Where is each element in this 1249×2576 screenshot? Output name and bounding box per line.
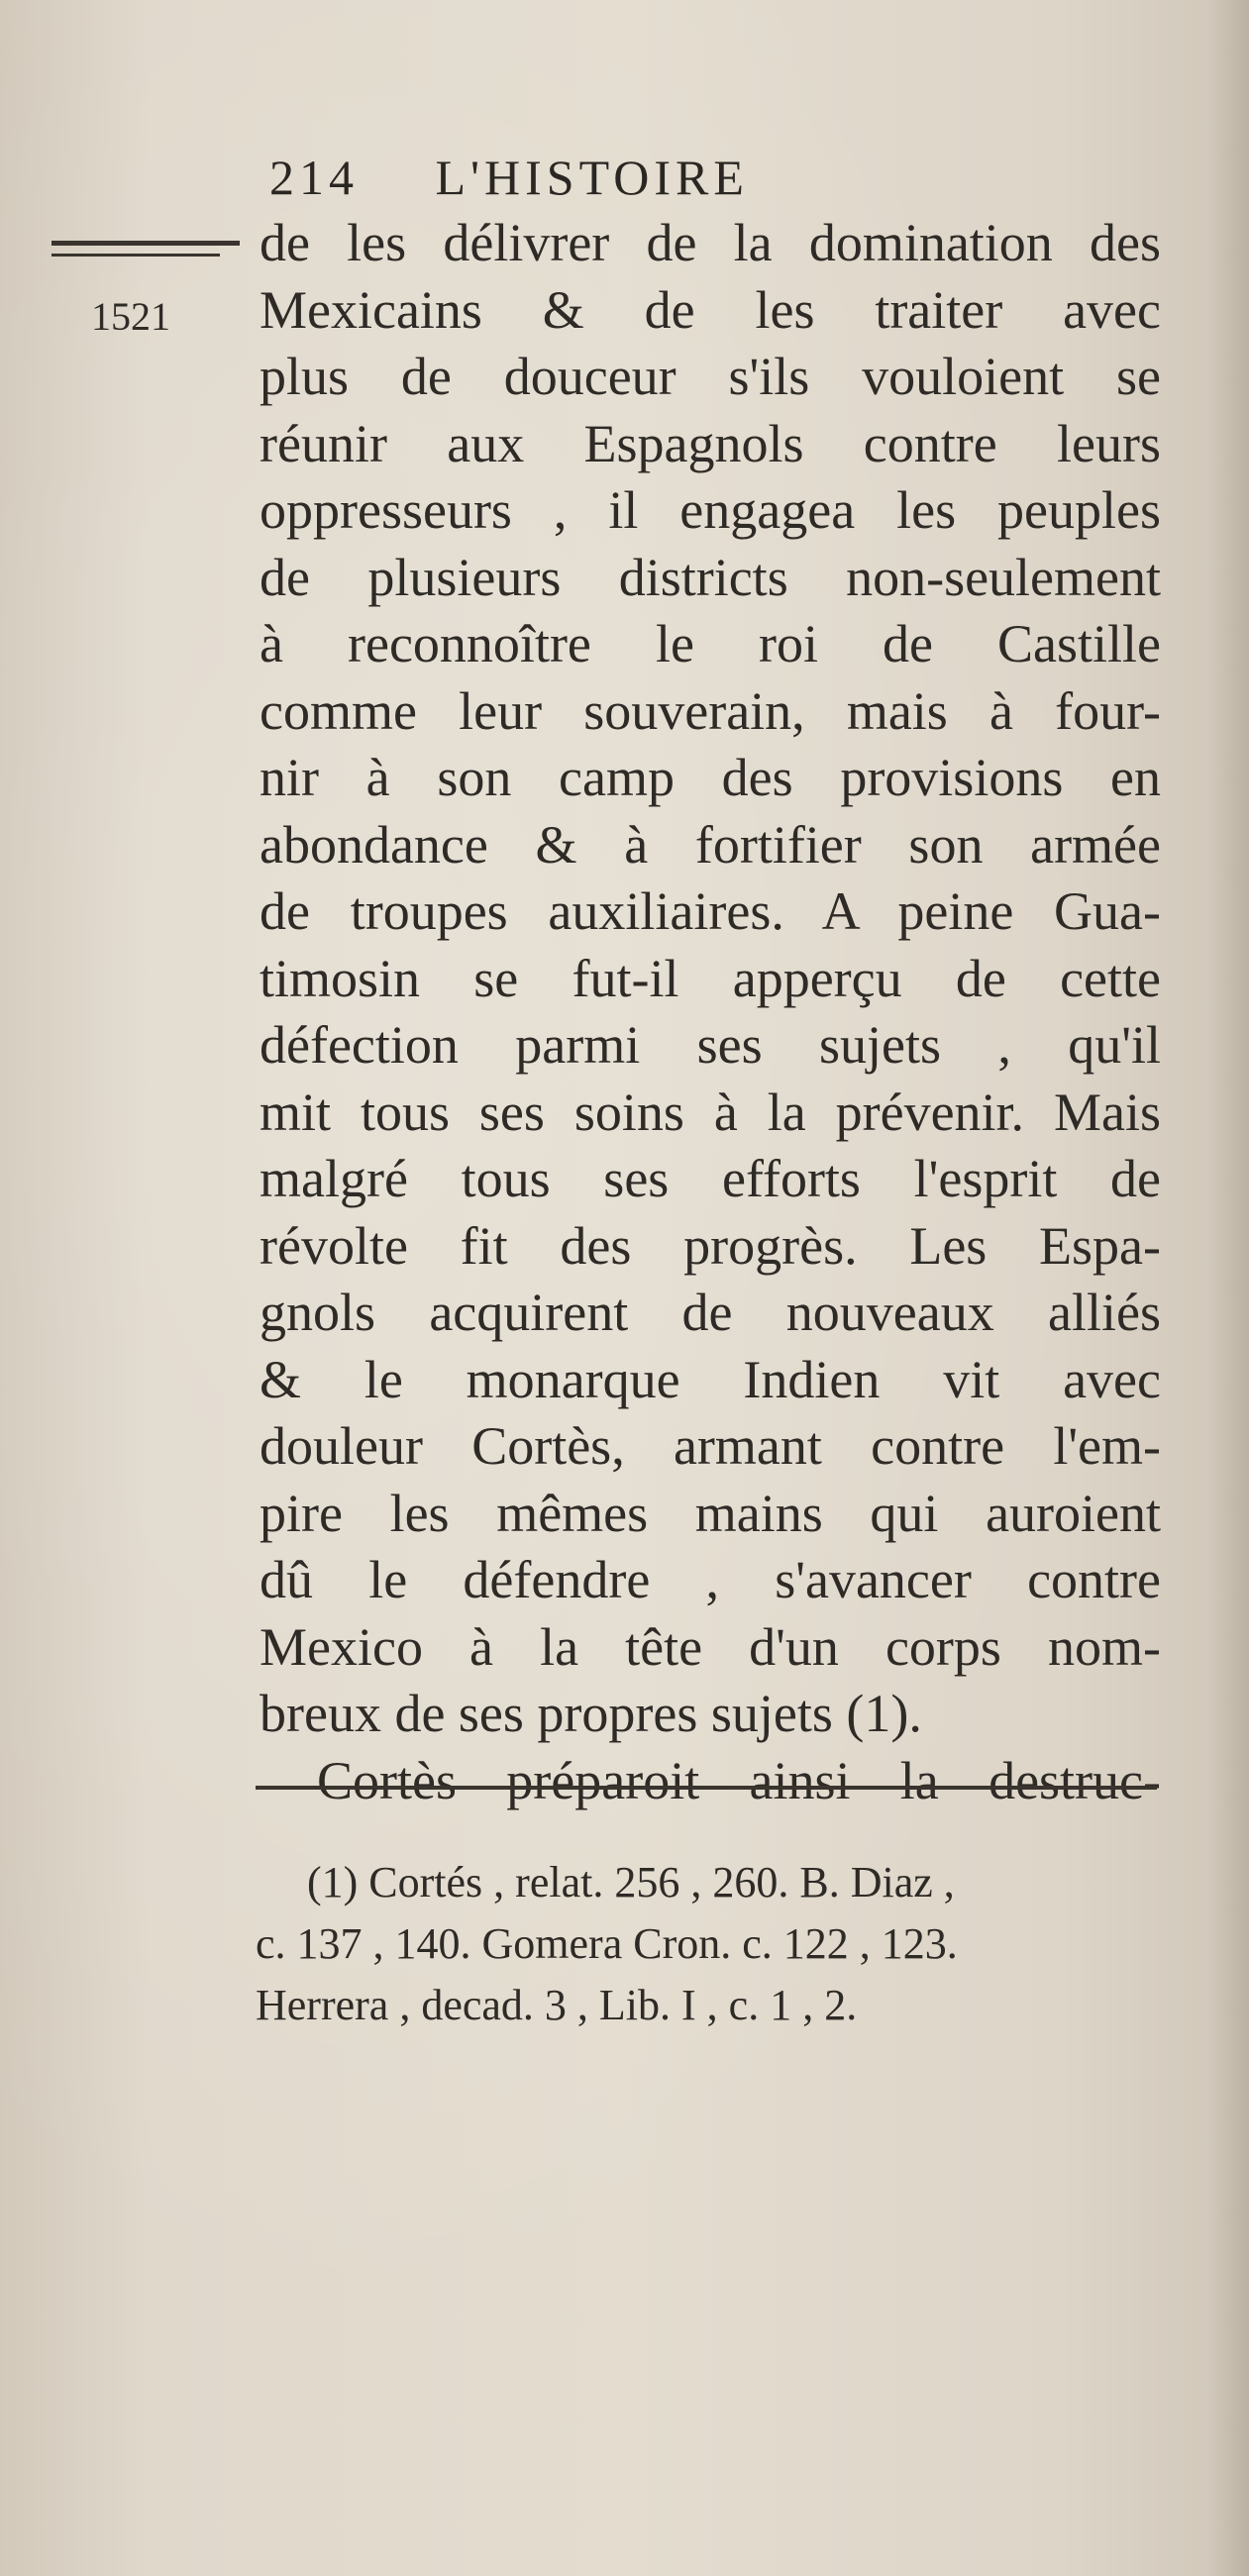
footnotes: [256, 1852, 1157, 2036]
footnote-line: c. 137 , 140. Gomera Cron. c. 122 , 123.: [256, 1919, 958, 1968]
text-line: malgré tous ses efforts l'esprit de: [260, 1149, 1161, 1208]
text-line: de les délivrer de la domination des: [260, 213, 1161, 272]
text-line: à reconnoître le roi de Castille: [260, 614, 1161, 673]
footnote-rule: [256, 1786, 1157, 1790]
gutter-shadow: [1209, 0, 1249, 2576]
body-text: [260, 210, 1161, 1814]
text-line: abondance & à fortifier son armée: [260, 814, 1161, 875]
text-line: révolte fit des progrès. Les Espa-: [260, 1215, 1161, 1276]
text-line: réunir aux Espagnols contre leurs: [260, 413, 1161, 473]
text-line: pire les mêmes mains qui auroient: [260, 1483, 1161, 1543]
text-line: défection parmi ses sujets , qu'il: [260, 1015, 1161, 1075]
text-line: Mexico à la tête d'un corps nom-: [260, 1616, 1161, 1677]
footnote-line: (1) Cortés , relat. 256 , 260. B. Diaz ,: [307, 1858, 955, 1906]
text-line: breux de ses propres sujets (1).: [260, 1684, 922, 1743]
text-line: Mexicains & de les traiter avec: [260, 279, 1161, 340]
text-line: oppresseurs , il engagea les peuples: [260, 480, 1161, 540]
text-line: dû le défendre , s'avancer contre: [260, 1550, 1161, 1609]
text-line: mit tous ses soins à la prévenir. Mais: [260, 1082, 1161, 1142]
footnote-line: Herrera , decad. 3 , Lib. I , c. 1 , 2.: [256, 1981, 858, 2029]
text-line: & le monarque Indien vit avec: [260, 1349, 1161, 1409]
margin-rule: [52, 241, 240, 246]
margin-rule-lower: [52, 254, 220, 257]
running-title: L'HISTOIRE: [435, 150, 749, 205]
text-line: Cortès préparoit ainsi la destruc-: [317, 1750, 1161, 1810]
margin-year: 1521: [91, 294, 170, 339]
text-line: douleur Cortès, armant contre l'em-: [260, 1416, 1161, 1476]
text-line: comme leur souverain, mais à four-: [260, 680, 1161, 741]
text-line: timosin se fut-il apperçu de cette: [260, 948, 1161, 1008]
text-line: plus de douceur s'ils vouloient se: [260, 347, 1161, 406]
running-header: [269, 149, 749, 206]
text-line: nir à son camp des provisions en: [260, 748, 1161, 807]
page-number: 214: [269, 150, 359, 205]
text-line: de plusieurs districts non-seulement: [260, 547, 1161, 607]
text-line: de troupes auxiliaires. A peine Gua-: [260, 881, 1161, 941]
text-line: gnols acquirent de nouveaux alliés: [260, 1283, 1161, 1342]
